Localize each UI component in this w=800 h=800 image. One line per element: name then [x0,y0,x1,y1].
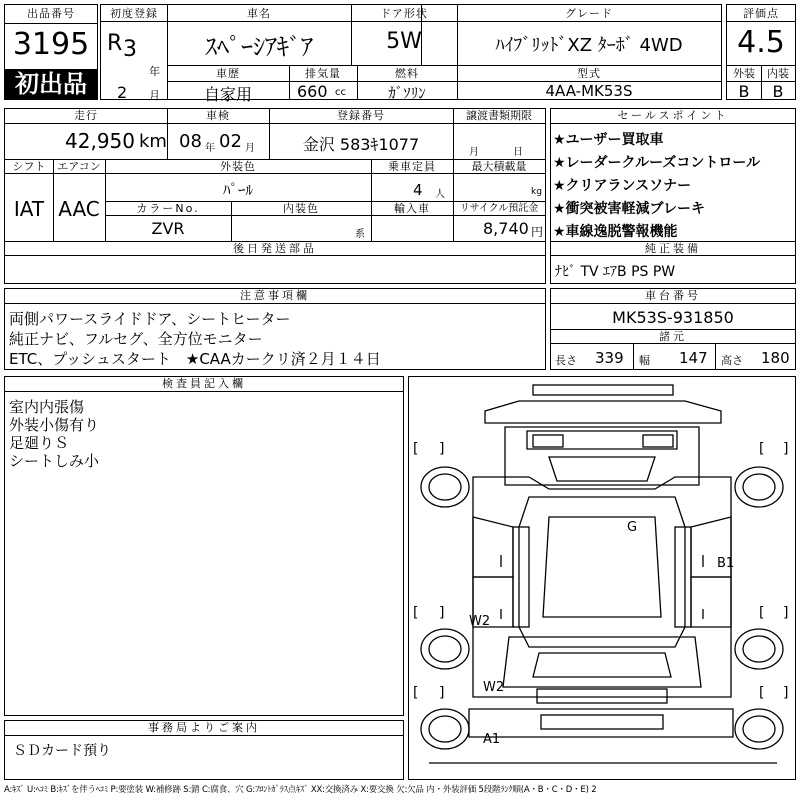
model: 4AA-MK53S [545,82,633,100]
exterior-color: ﾊﾟｰﾙ [222,181,253,199]
fuel: ｶﾞｿﾘﾝ [388,84,426,102]
int-grade: B [772,82,784,101]
note-line: ETC、プッシュスタート ★CAAカークリ済２月１４日 [9,350,381,368]
car-name: ｽﾍﾟｰｼｱｷﾞｱ [205,33,313,61]
chassis-number: MK53S-931850 [612,308,734,327]
grade: ﾊｲﾌﾞﾘｯﾄﾞXZ ﾀｰﾎﾞ 4WD [495,35,683,56]
sales-item: ★レーダークルーズコントロール [553,155,761,171]
svg-text:[: [ [759,605,765,621]
aircon: AAC [58,197,100,221]
door-label: ドア形状 [380,7,428,20]
recycle-unit: 円 [531,225,544,239]
disp-label: 排気量 [305,67,341,80]
reg-month: 2 [117,83,128,102]
model-label: 型式 [577,67,601,80]
height-label: 高さ [721,354,743,367]
damage-mark: W2 [469,614,491,629]
transfer-month-unit: 月 [469,147,479,158]
ac-label: エアコン [57,160,101,173]
inspector-box [4,376,404,716]
inspect-label: 車検 [206,109,230,122]
sales-item: ★クリアランスソナー [553,178,692,194]
lot-box [4,4,98,100]
width: 147 [679,349,708,367]
intcolor-unit: 系 [355,229,365,240]
regno-label: 登録番号 [337,109,385,122]
car-diagram [409,377,795,779]
reg-number: 金沢 583ｷ1077 [302,135,420,154]
svg-text:]: ] [783,605,789,621]
damage-mark: A1 [483,732,501,747]
capacity-label: 乗車定員 [388,160,436,173]
sales-item: ★車線逸脱警報機能 [553,224,678,240]
detail-box [4,108,546,284]
damage-mark: G [627,520,638,535]
damage-mark: W2 [483,680,505,695]
color-number: ZVR [151,219,185,238]
lot-number: 3195 [12,27,90,62]
svg-text:]: ] [783,441,789,457]
sales-box [550,108,796,284]
history-label: 車歴 [216,67,240,80]
recycle-label: リサイクル預託金 [459,203,539,214]
year-unit: 年 [149,65,160,78]
equip-label: 純正装備 [645,242,701,255]
month-unit: 月 [149,89,160,102]
import-label: 輸入車 [394,202,430,215]
inspector-label: 検査員記入欄 [162,377,246,390]
inspect-month: 02 [219,131,242,152]
capacity: 4 [413,181,423,199]
office-label: 事務局よりご案内 [148,721,260,734]
sales-item: ★衝突被害軽減ブレーキ [553,201,705,217]
history: 自家用 [203,85,252,104]
shift: IAT [13,197,45,221]
score-box [726,4,796,100]
sales-item: ★ユーザー買取車 [553,132,664,148]
fuel-label: 燃料 [395,67,419,80]
length: 339 [595,349,624,367]
intcolor-label: 内装色 [283,202,319,215]
sales-label: セールスポイント [617,109,729,122]
int-label: 内装 [767,67,789,80]
length-label: 長さ [555,354,577,367]
disp-unit: cc [335,87,346,98]
office-text: ＳＤカード預り [13,743,111,759]
note-line: 両側パワースライドドア、シートヒーター [9,310,291,328]
later-parts-label: 後日発送部品 [233,242,317,255]
mileage: 42,950 [65,129,135,153]
ext-label: 外装 [733,67,755,80]
transfer-day-unit: 日 [513,147,523,158]
recycle-fee: 8,740 [483,219,529,238]
equip-value: ﾅﾋﾞ TV ｴｱB PS PW [555,264,676,280]
door-type: 5W [386,29,422,54]
svg-text:[: [ [413,441,419,457]
name-label: 車名 [247,7,271,20]
colorno-label: カラーNo. [136,202,200,215]
chassis-label: 車台番号 [645,289,701,302]
inspector-line: 外装小傷有り [9,416,100,434]
dims-label: 諸元 [659,330,687,343]
width-label: 幅 [639,354,650,367]
mileage-unit: km [139,131,167,152]
displacement: 660 [297,82,328,101]
inspector-line: シートしみ小 [9,452,100,470]
inspect-year-unit: 年 [205,143,215,154]
svg-text:]: ] [439,441,445,457]
reg-year: 3 [123,37,137,62]
svg-text:]: ] [783,685,789,701]
lot-label: 出品番号 [27,7,75,20]
legend: A:ｷｽﾞ U:ﾍｺﾐ B:ｷｽﾞを伴うﾍｺﾐ P:要塗装 W:補修跡 S:錆 C:腐食、穴 G:ﾌﾛﾝﾄｶﾞﾗｽ点ｷｽﾞ XX:交換済み X:要交換 欠:欠品 内・外装評価 5段階ﾗﾝｸ順(A・B・C・D・E) 2 [4,785,597,795]
inspector-line: 足廻りＳ [9,434,70,452]
ext-grade: B [738,82,750,101]
car-diagram-box [408,376,796,780]
reg-label: 初度登録 [110,7,158,20]
shift-label: シフト [12,160,46,173]
svg-text:[: [ [413,685,419,701]
svg-text:]: ] [439,685,445,701]
inspect-month-unit: 月 [245,143,255,154]
score: 4.5 [737,25,785,60]
notes-box [4,288,546,370]
inspector-line: 室内内張傷 [9,398,85,416]
notes-label: 注意事項欄 [240,289,310,302]
chassis-box [550,288,796,370]
office-box [4,720,404,780]
mileage-label: 走行 [74,109,98,122]
load-label: 最大積載量 [471,160,527,173]
first-listing-badge: 初出品 [5,69,97,99]
transfer-label: 譲渡書類期限 [466,109,532,122]
score-label: 評価点 [743,7,779,20]
svg-text:[: [ [759,685,765,701]
svg-text:[: [ [759,441,765,457]
note-line: 純正ナビ、フルセグ、全方位モニター [9,330,263,348]
reg-era: R [107,31,123,56]
damage-mark: B1 [717,556,735,571]
grade-label: グレード [565,7,613,20]
load-unit: kg [531,187,542,197]
capacity-unit: 人 [435,189,445,200]
color-label: 外装色 [220,160,256,173]
height: 180 [761,349,790,367]
svg-text:[: [ [413,605,419,621]
inspect-year: 08 [179,131,202,152]
svg-text:]: ] [439,605,445,621]
vehicle-info-box [100,4,722,104]
